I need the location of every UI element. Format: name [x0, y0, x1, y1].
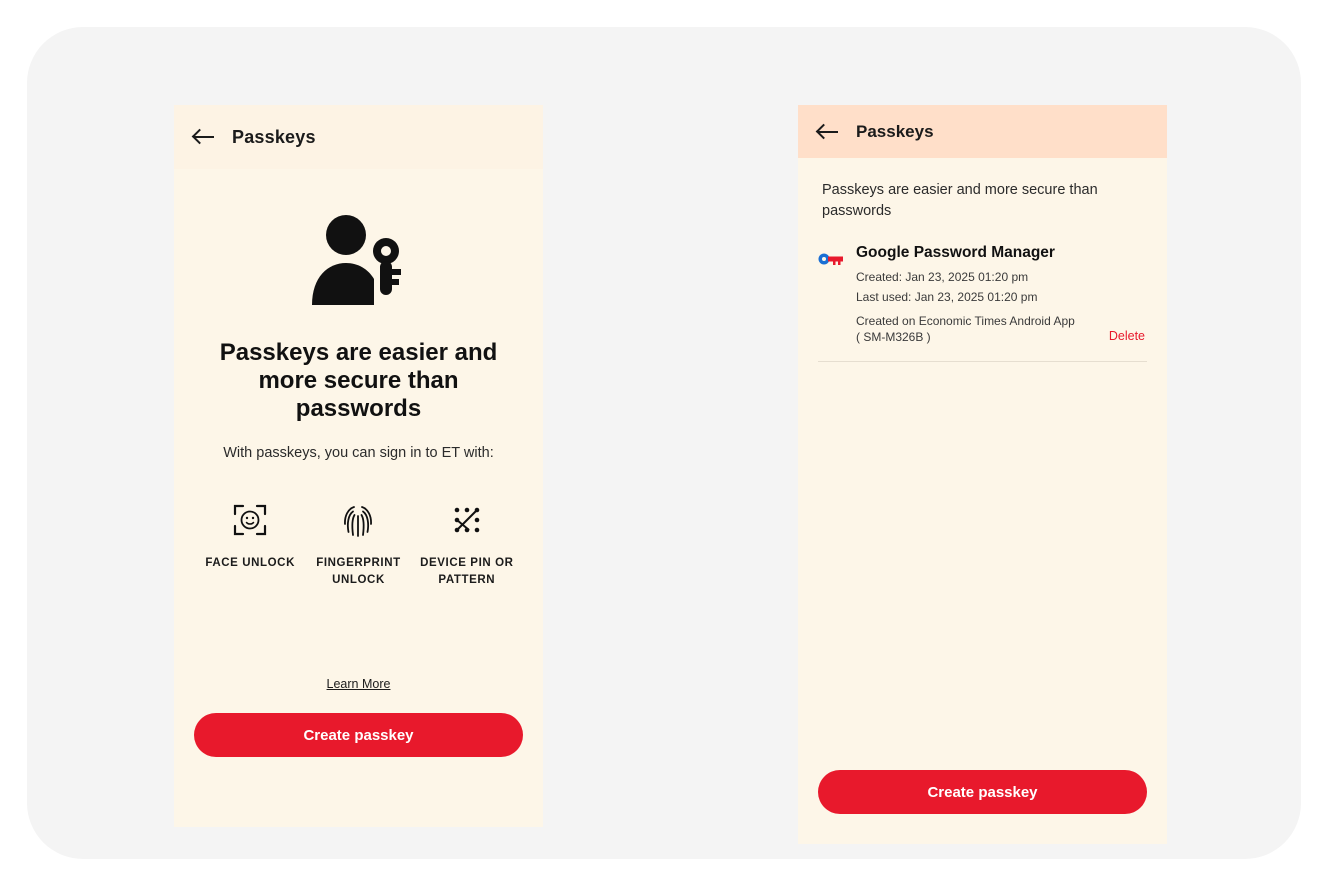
- headline: Passkeys are easier and more secure than passwords: [219, 339, 498, 422]
- back-arrow-icon[interactable]: [816, 120, 840, 144]
- list-item[interactable]: [818, 244, 1147, 345]
- method-label: FINGERPRINT UNLOCK: [316, 557, 401, 586]
- right-appbar: [798, 105, 1167, 158]
- subline: With passkeys, you can sign in to ET with:: [223, 445, 494, 461]
- passkey-source: Created on Economic Times Android App ( SM-M326B ): [856, 314, 1075, 344]
- method-label: FACE UNLOCK: [205, 557, 295, 569]
- method-label: DEVICE PIN OR PATTERN: [420, 557, 514, 586]
- auth-methods-list: [196, 499, 521, 589]
- delete-passkey-button[interactable]: Delete: [1108, 329, 1145, 343]
- create-passkey-button[interactable]: Create passkey: [818, 770, 1147, 814]
- page-title: Passkeys: [232, 126, 316, 147]
- back-arrow-icon[interactable]: [192, 125, 216, 149]
- passkey-created: Created: Jan 23, 2025 01:20 pm: [856, 270, 1029, 284]
- passkey-provider-name: Google Password Manager: [856, 244, 1055, 261]
- page-title: Passkeys: [856, 121, 934, 141]
- face-unlock-icon: [196, 499, 304, 541]
- learn-more-link[interactable]: Learn More: [326, 677, 391, 691]
- device-frame: [27, 27, 1301, 859]
- left-appbar: [174, 105, 543, 169]
- person-with-key-icon: [304, 213, 414, 309]
- method-face-unlock: [196, 499, 304, 572]
- list-divider: [818, 361, 1147, 362]
- intro-text: Passkeys are easier and more secure than passwords: [822, 182, 1098, 219]
- create-passkey-button[interactable]: Create passkey: [194, 713, 523, 757]
- method-fingerprint-unlock: [304, 499, 412, 589]
- passkey-last-used: Last used: Jan 23, 2025 01:20 pm: [856, 290, 1038, 304]
- passkeys-list-screen: [798, 105, 1167, 844]
- fingerprint-icon: [304, 499, 412, 541]
- method-device-pin-pattern: [413, 499, 521, 589]
- onboarding-screen: [174, 105, 543, 827]
- key-icon: [818, 250, 844, 268]
- device-pin-pattern-icon: [413, 499, 521, 541]
- passkey-details: [856, 244, 1147, 345]
